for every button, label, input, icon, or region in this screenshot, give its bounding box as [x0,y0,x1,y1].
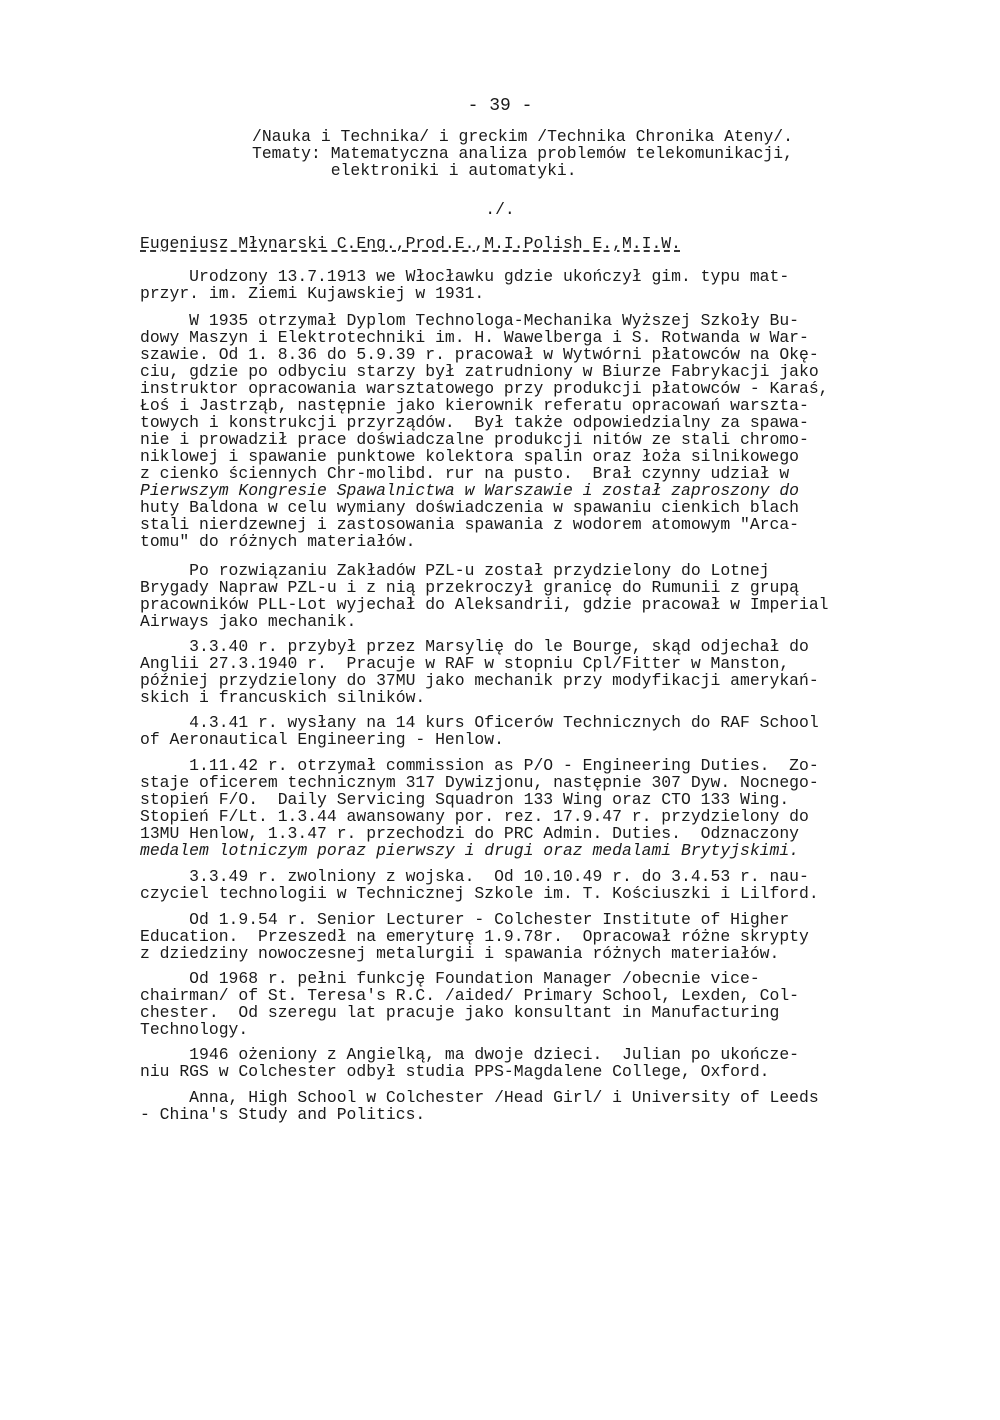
text-line: Brygady Napraw PZL-u i z nią przekroczył granicę do Rumunii z grupą [140,578,800,597]
paragraph-england [140,638,920,706]
paragraph-raf-school [140,714,920,748]
text-line: chester. Od szeregu lat pracuje jako konsultant in Manufacturing [140,1003,780,1022]
text-line: skich i francuskich silników. [140,688,426,707]
paragraph-pzl [140,562,920,630]
intro-block [252,128,952,179]
text-line: 3.3.40 r. przybył przez Marsylię do le Bourge, skąd odjechał do [140,637,809,656]
text-line: Anglii 27.3.1940 r. Pracuje w RAF w stopniu Cpl/Fitter w Manston, [140,654,790,673]
text-line: Od 1968 r. pełni funkcję Foundation Manager /obecnie vice- [140,969,760,988]
text-line: pracowników PLL-Lot wyjechał do Aleksandrii, gdzie pracował w Imperial [140,595,829,614]
text-line: Po rozwiązaniu Zakładów PZL-u został przydzielony do Lotnej [140,561,770,580]
text-line: czyciel technologii w Technicznej Szkole im. T. Kościuszki i Lilford. [140,884,819,903]
text-line: Technology. [140,1020,249,1039]
text-line: 1.11.42 r. otrzymał commission as P/O - Engineering Duties. Zo- [140,756,819,775]
text-line: niu RGS w Colchester odbył studia PPS-Magdalene College, Oxford. [140,1062,770,1081]
text-line: z dziedziny nowoczesnej metalurgii i spawania różnych materiałów. [140,944,780,963]
text-line: ciu, gdzie po odbyciu starzy był zatrudniony w Biurze Fabrykacji jako [140,362,819,381]
paragraph-discharge [140,868,920,902]
text-line: stopień F/O. Daily Servicing Squadron 133 Wing oraz CTO 133 Wing. [140,790,790,809]
text-line: z cienko ściennych Chr-molibd. rur na pusto. Brał czynny udział w [140,464,790,483]
intro-line: Tematy: Matematyczna analiza problemów telekomunikacji, [252,144,793,163]
text-line: Od 1.9.54 r. Senior Lecturer - Colchester Institute of Higher [140,910,790,929]
text-line: of Aeronautical Engineering - Henlow. [140,730,504,749]
text-line: Education. Przeszedł na emeryturę 1.9.78r. Opracował różne skrypty [140,927,809,946]
text-line: szawie. Od 1. 8.36 do 5.9.39 r. pracował w Wytwórni płatowców na Okę- [140,345,819,364]
text-line: Urodzony 13.7.1913 we Włocławku gdzie ukończył gim. typu mat- [140,267,790,286]
text-line: tomu" do różnych materiałów. [140,532,416,551]
text-line: niklowej i spawanie punktowe kolektora spalin oraz łoża silnikowego [140,447,800,466]
text-line: dowy Maszyn i Elektrotechniki im. H. Wawelberga i S. Rotwanda w War- [140,328,809,347]
text-line: 1946 ożeniony z Angielką, ma dwoje dzieci. Julian po ukończe- [140,1045,800,1064]
text-line: nie i prowadził prace doświadczalne produkcji nitów ze stali chromo- [140,430,809,449]
text-line: medalem lotniczym poraz pierwszy i drugi oraz medalami Brytyjskimi. [140,841,800,860]
paragraph-education-career [140,312,920,550]
text-line: 4.3.41 r. wysłany na 14 kurs Oficerów Technicznych do RAF School [140,713,819,732]
text-line: towych i konstrukcji przyrządów. Był także odpowiedzialny za spawa- [140,413,809,432]
person-heading: Eugeniusz Młynarski C.Eng.,Prod.E.,M.I.Polish E.,M.I.W. [140,234,681,253]
text-line: chairman/ of St. Teresa's R.C. /aided/ Primary School, Lexden, Col- [140,986,800,1005]
intro-line: elektroniki i automatyki. [252,161,577,180]
text-line: przyr. im. Ziemi Kujawskiej w 1931. [140,284,485,303]
text-line: Łoś i Jastrząb, następnie jako kierownik referatu opracowań warszta- [140,396,809,415]
text-line: Airways jako mechanik. [140,612,357,631]
intro-line: /Nauka i Technika/ i greckim /Technika Chronika Ateny/. [252,127,793,146]
text-line: - China's Study and Politics. [140,1105,426,1124]
paragraph-family [140,1046,920,1080]
section-separator: ./. [485,200,515,219]
text-line: staje oficerem technicznym 317 Dywizjonu, następnie 307 Dyw. Nocnego- [140,773,819,792]
paragraph-birth [140,268,920,302]
text-line: 3.3.49 r. zwolniony z wojska. Od 10.10.49 r. do 3.4.53 r. nau- [140,867,809,886]
text-line: później przydzielony do 37MU jako mechanik przy modyfikacji amerykań- [140,671,819,690]
text-line: huty Baldona w celu wymiany doświadczenia w spawaniu cienkich blach [140,498,800,517]
page-number: - 39 - [467,96,533,116]
text-line: Stopień F/Lt. 1.3.44 awansowany por. rez. 17.9.47 r. przydzielony do [140,807,809,826]
text-line: stali nierdzewnej i zastosowania spawania z wodorem atomowym "Arca- [140,515,800,534]
text-line: W 1935 otrzymał Dyplom Technologa-Mechanika Wyższej Szkoły Bu- [140,311,800,330]
paragraph-commission [140,757,920,859]
paragraph-colchester [140,911,920,962]
paragraph-foundation [140,970,920,1038]
text-line: 13MU Henlow, 1.3.47 r. przechodzi do PRC Admin. Duties. Odznaczony [140,824,800,843]
text-line: Pierwszym Kongresie Spawalnictwa w Warszawie i został zaproszony do [140,481,800,500]
paragraph-daughter [140,1089,920,1123]
text-line: instruktor opracowania warsztatowego przy produkcji płatowców - Karaś, [140,379,829,398]
text-line: Anna, High School w Colchester /Head Girl/ i University of Leeds [140,1088,819,1107]
